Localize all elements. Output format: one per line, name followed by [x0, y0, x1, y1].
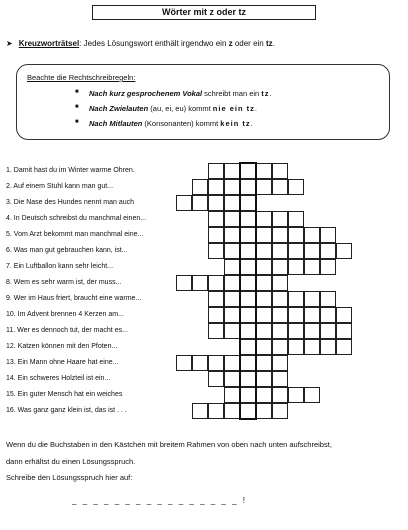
letter-cell[interactable] — [192, 179, 208, 195]
letter-cell[interactable] — [208, 227, 224, 243]
clue-1: 1. Damit hast du im Winter warme Ohren. — [6, 167, 135, 174]
letter-cell[interactable] — [256, 307, 272, 323]
letter-cell[interactable] — [208, 211, 224, 227]
clue-11: 11. Wer es dennoch tut, der macht es... — [6, 327, 128, 334]
task-end: . — [272, 39, 275, 48]
letter-cell[interactable] — [208, 323, 224, 339]
letter-cell[interactable] — [208, 179, 224, 195]
letter-cell[interactable] — [272, 179, 288, 195]
clue-14: 14. Ein schweres Holzteil ist ein... — [6, 375, 111, 382]
letter-cell[interactable] — [288, 179, 304, 195]
task-tz: tz — [265, 39, 273, 48]
letter-cell[interactable] — [288, 387, 304, 403]
answer-blanks[interactable]: _ _ _ _ _ _ _ _ _ _ _ _ _ _ _ _ ! — [72, 496, 247, 505]
letter-cell[interactable] — [224, 243, 240, 259]
letter-cell[interactable] — [256, 211, 272, 227]
letter-cell[interactable] — [272, 355, 288, 371]
instruction-line-1: Wenn du die Buchstaben in den Kästchen mit breitem Rahmen von oben nach unten aufschreibst, — [6, 440, 332, 449]
task-text-b: oder ein — [232, 39, 266, 48]
letter-cell[interactable] — [304, 259, 320, 275]
letter-cell[interactable] — [288, 307, 304, 323]
letter-cell[interactable] — [224, 275, 240, 291]
letter-cell[interactable] — [272, 275, 288, 291]
letter-cell[interactable] — [272, 211, 288, 227]
letter-cell[interactable] — [256, 371, 272, 387]
letter-cell[interactable] — [256, 259, 272, 275]
square-bullet-icon: ■ — [75, 89, 79, 95]
instruction-line-2: dann erhältst du einen Lösungsspruch. — [6, 457, 136, 466]
letter-cell[interactable] — [256, 275, 272, 291]
task-colon: : — [79, 39, 82, 48]
letter-cell[interactable] — [208, 243, 224, 259]
letter-cell[interactable] — [192, 195, 208, 211]
clue-13: 13. Ein Mann ohne Haare hat eine... — [6, 359, 119, 366]
letter-cell[interactable] — [256, 403, 272, 419]
rule-rest: schreibt man ein — [202, 89, 262, 98]
letter-cell[interactable] — [224, 307, 240, 323]
rule-item — [75, 104, 257, 113]
letter-cell[interactable] — [272, 403, 288, 419]
letter-cell[interactable] — [208, 371, 224, 387]
letter-cell[interactable] — [224, 195, 240, 211]
task-label: Kreuzworträtsel — [18, 39, 80, 48]
clue-3: 3. Die Nase des Hundes nennt man auch — [6, 199, 135, 206]
letter-cell[interactable] — [336, 323, 352, 339]
letter-cell[interactable] — [320, 339, 336, 355]
letter-cell[interactable] — [304, 323, 320, 339]
rule-end: . — [269, 89, 272, 98]
letter-cell[interactable] — [320, 307, 336, 323]
square-bullet-icon: ■ — [75, 104, 79, 110]
rule-strong: Nach kurz gesprochenem Vokal — [89, 89, 203, 98]
letter-cell[interactable] — [256, 339, 272, 355]
worksheet-title: Wörter mit z oder tz — [92, 5, 316, 20]
letter-cell[interactable] — [272, 227, 288, 243]
letter-cell[interactable] — [320, 259, 336, 275]
letter-cell[interactable] — [224, 403, 240, 419]
clue-12: 12. Katzen können mit den Pfoten... — [6, 343, 118, 350]
rule-strong: Nach Mitlauten — [89, 119, 143, 128]
letter-cell[interactable] — [208, 163, 224, 179]
letter-cell[interactable] — [224, 355, 240, 371]
letter-cell[interactable] — [256, 355, 272, 371]
letter-cell[interactable] — [272, 259, 288, 275]
rule-rest: (Konsonanten) kommt — [142, 119, 221, 128]
letter-cell[interactable] — [208, 355, 224, 371]
letter-cell[interactable] — [288, 211, 304, 227]
letter-cell[interactable] — [272, 339, 288, 355]
rule-rest: (au, ei, eu) kommt — [148, 104, 213, 113]
clue-4: 4. In Deutsch schreibst du manchmal einen... — [6, 215, 147, 222]
letter-cell[interactable] — [256, 179, 272, 195]
letter-cell[interactable] — [208, 291, 224, 307]
letter-cell[interactable] — [192, 355, 208, 371]
rule-end: . — [254, 104, 257, 113]
letter-cell[interactable] — [288, 291, 304, 307]
letter-cell[interactable] — [288, 259, 304, 275]
letter-cell[interactable] — [304, 227, 320, 243]
clue-9: 9. Wer im Haus friert, braucht eine warme... — [6, 295, 142, 302]
letter-cell[interactable] — [256, 227, 272, 243]
letter-cell[interactable] — [224, 211, 240, 227]
solution-column-frame — [239, 162, 257, 420]
letter-cell[interactable] — [224, 387, 240, 403]
arrow-bullet-icon: ➤ — [6, 39, 13, 48]
letter-cell[interactable] — [272, 243, 288, 259]
letter-cell[interactable] — [304, 339, 320, 355]
letter-cell[interactable] — [336, 339, 352, 355]
clue-16: 16. Was ganz ganz klein ist, das ist . . . — [6, 407, 127, 414]
letter-cell[interactable] — [224, 179, 240, 195]
clue-5: 5. Vom Arzt bekommt man manchmal eine... — [6, 231, 144, 238]
letter-cell[interactable] — [224, 163, 240, 179]
clue-8: 8. Wem es sehr warm ist, der muss... — [6, 279, 122, 286]
letter-cell[interactable] — [272, 371, 288, 387]
letter-cell[interactable] — [272, 323, 288, 339]
letter-cell[interactable] — [208, 275, 224, 291]
letter-cell[interactable] — [256, 163, 272, 179]
letter-cell[interactable] — [336, 307, 352, 323]
letter-cell[interactable] — [224, 259, 240, 275]
rules-heading: Beachte die Rechtschreibregeln: — [27, 73, 136, 82]
letter-cell[interactable] — [176, 195, 192, 211]
letter-cell[interactable] — [336, 243, 352, 259]
letter-cell[interactable] — [288, 339, 304, 355]
letter-cell[interactable] — [272, 163, 288, 179]
letter-cell[interactable] — [320, 323, 336, 339]
letter-cell[interactable] — [288, 323, 304, 339]
clue-15: 15. Ein guter Mensch hat ein weiches — [6, 391, 123, 398]
task-text-a: Jedes Lösungswort enthält irgendwo ein — [81, 39, 229, 48]
letter-cell[interactable] — [208, 403, 224, 419]
clue-7: 7. Ein Luftballon kann sehr leicht... — [6, 263, 114, 270]
clue-6: 6. Was man gut gebrauchen kann, ist... — [6, 247, 128, 254]
task-instruction — [6, 38, 406, 50]
rule-key: kein tz — [220, 119, 251, 128]
letter-cell[interactable] — [256, 243, 272, 259]
rule-key: nie ein tz — [212, 104, 255, 113]
letter-cell[interactable] — [320, 243, 336, 259]
letter-cell[interactable] — [192, 275, 208, 291]
letter-cell[interactable] — [224, 323, 240, 339]
letter-cell[interactable] — [272, 387, 288, 403]
rule-strong: Nach Zwielauten — [89, 104, 149, 113]
square-bullet-icon: ■ — [75, 119, 79, 125]
letter-cell[interactable] — [224, 227, 240, 243]
letter-cell[interactable] — [320, 291, 336, 307]
rules-box — [16, 64, 390, 140]
letter-cell[interactable] — [304, 291, 320, 307]
letter-cell[interactable] — [256, 323, 272, 339]
letter-cell[interactable] — [288, 227, 304, 243]
rule-end: . — [250, 119, 253, 128]
letter-cell[interactable] — [304, 387, 320, 403]
clue-2: 2. Auf einem Stuhl kann man gut... — [6, 183, 114, 190]
letter-cell[interactable] — [320, 227, 336, 243]
letter-cell[interactable] — [256, 387, 272, 403]
letter-cell[interactable] — [224, 291, 240, 307]
letter-cell[interactable] — [176, 355, 192, 371]
letter-cell[interactable] — [208, 307, 224, 323]
letter-cell[interactable] — [176, 275, 192, 291]
letter-cell[interactable] — [304, 243, 320, 259]
task-z: z — [228, 39, 233, 48]
instruction-line-3: Schreibe den Lösungsspruch hier auf: — [6, 473, 133, 482]
letter-cell[interactable] — [288, 243, 304, 259]
letter-cell[interactable] — [272, 307, 288, 323]
clue-10: 10. Im Advent brennen 4 Kerzen am... — [6, 311, 124, 318]
letter-cell[interactable] — [256, 291, 272, 307]
letter-cell[interactable] — [208, 195, 224, 211]
letter-cell[interactable] — [272, 291, 288, 307]
letter-cell[interactable] — [304, 307, 320, 323]
rule-item — [75, 119, 253, 128]
rule-item — [75, 89, 272, 98]
letter-cell[interactable] — [224, 371, 240, 387]
rule-key: tz — [261, 89, 270, 98]
letter-cell[interactable] — [192, 403, 208, 419]
